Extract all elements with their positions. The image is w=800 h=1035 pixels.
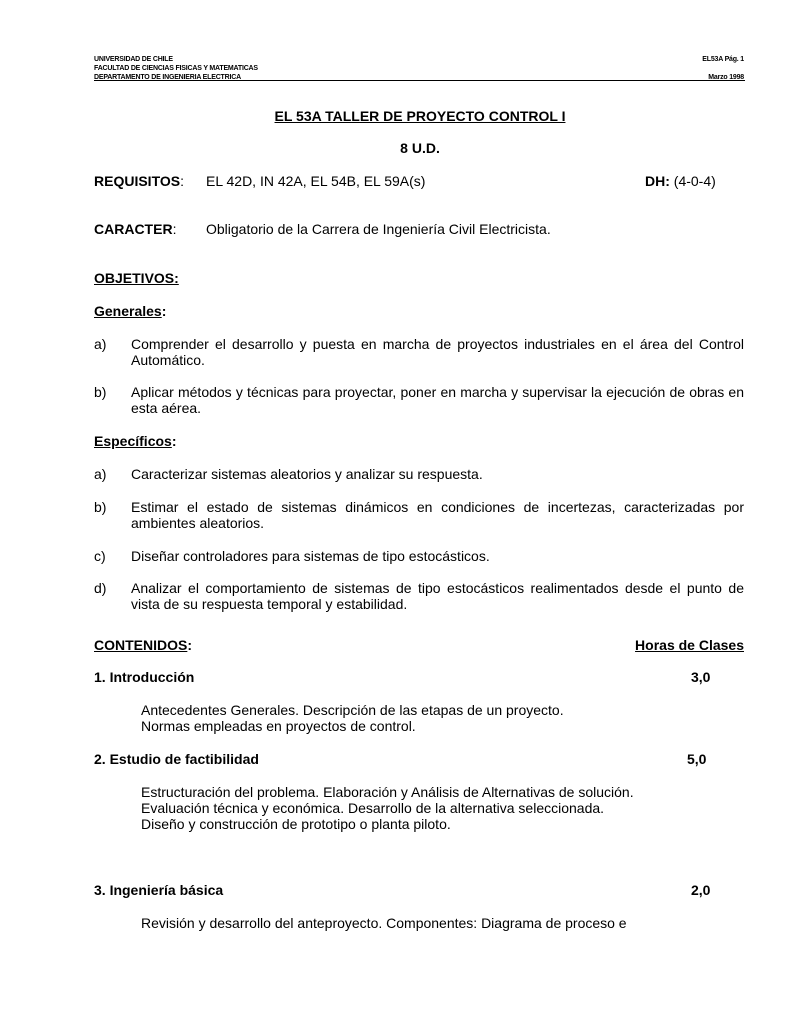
especificos-heading-row: Específicos: (94, 433, 177, 449)
requisitos-label: REQUISITOS (94, 173, 181, 189)
department-name: DEPARTAMENTO DE INGENIERIA ELECTRICA (94, 74, 241, 81)
especificos-item-c-mark: c) (94, 548, 106, 564)
header-divider (94, 80, 745, 81)
requisitos-label-row: REQUISITOS: (94, 173, 184, 189)
dh-row (645, 173, 716, 189)
section-3-hours: 2,0 (691, 882, 711, 898)
document-date: Marzo 1998 (708, 74, 744, 81)
course-title: EL 53A TALLER DE PROYECTO CONTROL I (274, 108, 566, 124)
page-info-header (702, 55, 744, 82)
especificos-item-c-text: Diseñar controladores para sistemas de tipo estocásticos. (131, 548, 490, 564)
requisitos-value: EL 42D, IN 42A, EL 54B, EL 59A(s) (206, 173, 426, 189)
section-3-content (141, 915, 627, 931)
especificos-item-d-mark: d) (94, 580, 107, 596)
contenidos-heading: CONTENIDOS (94, 637, 188, 653)
section-2-line-2: Evaluación técnica y económica. Desarrollo de la alternativa seleccionada. (141, 800, 605, 816)
faculty-name: FACULTAD DE CIENCIAS FISICAS Y MATEMATICAS (94, 65, 258, 72)
section-1-hours: 3,0 (691, 669, 711, 685)
especificos-item-a-mark: a) (94, 466, 107, 482)
section-1-line-1: Antecedentes Generales. Descripción de las etapas de un proyecto. (141, 702, 564, 718)
section-2-hours: 5,0 (687, 751, 707, 767)
generales-heading-row: Generales: (94, 303, 167, 319)
section-2-title: 2. Estudio de factibilidad (94, 751, 259, 767)
dh-label: DH: (645, 173, 670, 189)
section-2-line-3: Diseño y construcción de prototipo o planta piloto. (141, 816, 451, 832)
especificos-item-b-mark: b) (94, 499, 107, 515)
section-2-line-1: Estructuración del problema. Elaboración y Análisis de Alternativas de solución. (141, 784, 634, 800)
hours-heading: Horas de Clases (635, 637, 744, 653)
section-2-content (141, 784, 634, 832)
especificos-item-d-text: Analizar el comportamiento de sistemas de tipo estocásticos realimentados desde el punto de vista de su respuesta temporal y estabilidad. (131, 580, 744, 612)
section-1-title: 1. Introducción (94, 669, 195, 685)
dh-value: (4-0-4) (673, 173, 716, 189)
section-1-line-2: Normas empleadas en proyectos de control. (141, 718, 416, 734)
course-page-number: EL53A Pág. 1 (702, 56, 744, 63)
section-3-line-1: Revisión y desarrollo del anteproyecto. Componentes: Diagrama de proceso e (141, 915, 627, 931)
caracter-value: Obligatorio de la Carrera de Ingeniería Civil Electricista. (206, 221, 551, 237)
generales-item-a-text: Comprender el desarrollo y puesta en marcha de proyectos industriales en el área del Control Automático. (131, 336, 744, 368)
section-1-content (141, 702, 564, 734)
especificos-item-a-text: Caracterizar sistemas aleatorios y analizar su respuesta. (131, 466, 483, 482)
institution-header (94, 55, 258, 82)
caracter-label-row: CARACTER: (94, 221, 177, 237)
caracter-label: CARACTER (94, 221, 173, 237)
generales-heading: Generales (94, 303, 162, 319)
especificos-heading: Específicos (94, 433, 172, 449)
contenidos-heading-row: CONTENIDOS: (94, 637, 193, 653)
university-name: UNIVERSIDAD DE CHILE (94, 56, 173, 63)
generales-item-a-mark: a) (94, 336, 107, 352)
generales-item-b-mark: b) (94, 384, 107, 400)
generales-item-b-text: Aplicar métodos y técnicas para proyectar, poner en marcha y supervisar la ejecución de obras en esta aérea. (131, 384, 744, 416)
objetivos-heading: OBJETIVOS: (94, 270, 179, 286)
section-3-title: 3. Ingeniería básica (94, 882, 224, 898)
course-units: 8 U.D. (400, 140, 440, 156)
especificos-item-b-text: Estimar el estado de sistemas dinámicos en condiciones de incertezas, caracterizadas por ambientes aleatorios. (131, 499, 744, 531)
